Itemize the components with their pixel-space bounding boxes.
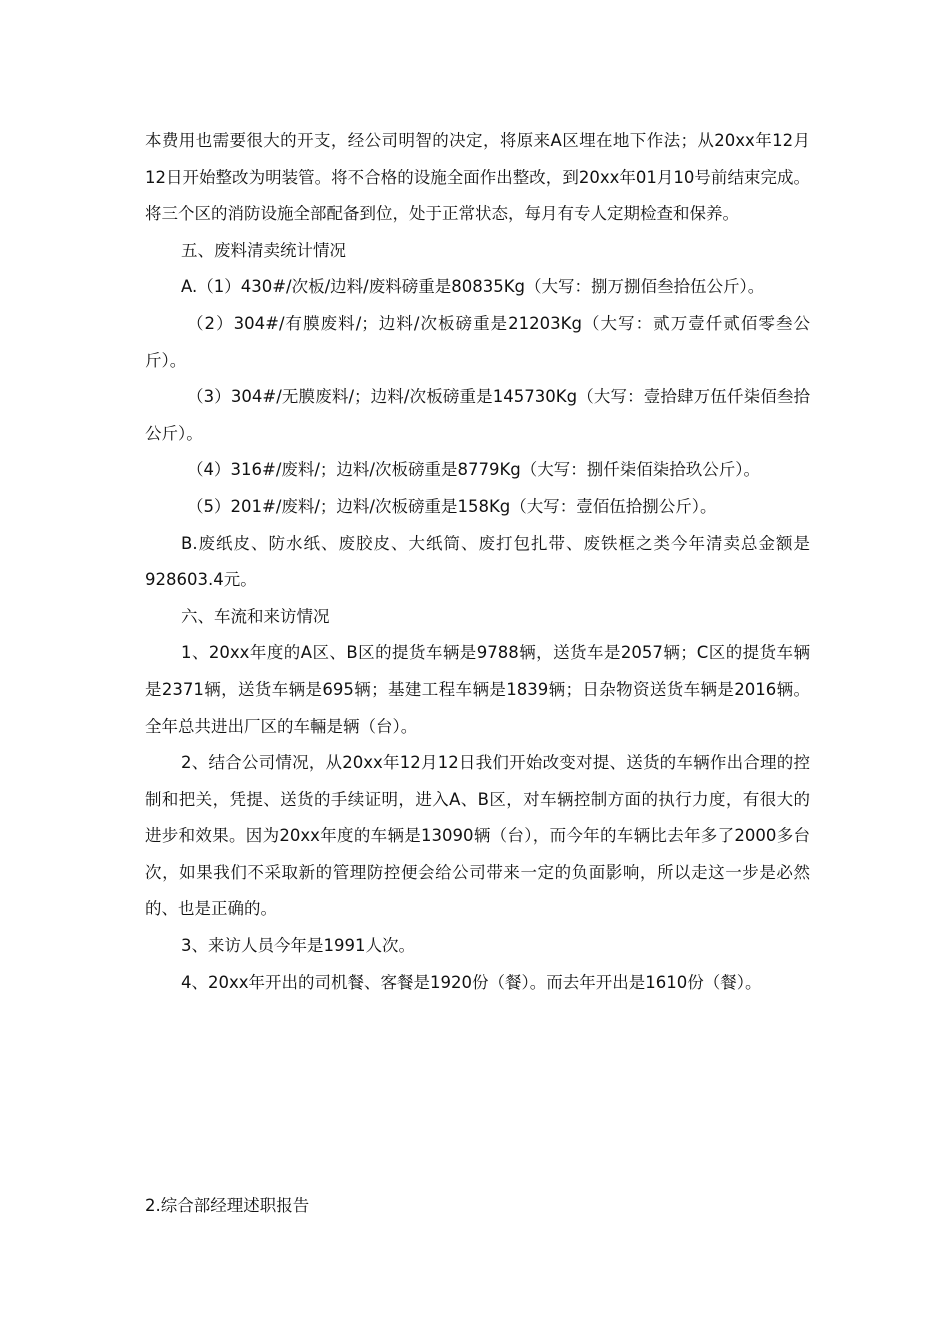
heading-waste-sales: 五、废料清卖统计情况	[181, 240, 346, 260]
paragraph-waste-b: B.废纸皮、防水纸、废胶皮、大纸筒、废打包扎带、废铁框之类今年清卖总金额是928603.4元。	[145, 533, 810, 590]
document-body	[145, 123, 810, 1001]
paragraph-traffic-4: 4、20xx年开出的司机餐、客餐是1920份（餐）。而去年开出是1610份（餐）。	[181, 972, 762, 992]
paragraph-traffic-3: 3、来访人员今年是1991人次。	[181, 936, 415, 956]
paragraph-waste-item-4: （4）316#/废料/；边料/次板磅重是8779Kg（大写：捌仟柒佰柒拾玖公斤）。	[187, 460, 761, 480]
paragraph-fire-facilities: 本费用也需要很大的开支，经公司明智的决定，将原来A区埋在地下作法；从20xx年12月12日开始整改为明装管。将不合格的设施全面作出整改，到20xx年01月10号前结束完成。将三个区的消防设施全部配备到位，处于正常状态，每月有专人定期检查和保养。	[145, 131, 810, 224]
paragraph-waste-item-2: （2）304#/有膜废料/；边料/次板磅重是21203Kg（大写：贰万壹仟贰佰零叁公斤）。	[145, 313, 810, 370]
paragraph-waste-item-3: （3）304#/无膜废料/；边料/次板磅重是145730Kg（大写：壹拾肆万伍仟柒佰叁拾公斤）。	[145, 387, 810, 443]
paragraph-waste-item-1: A.（1）430#/次板/边料/废料磅重是80835Kg（大写：捌万捌佰叁拾伍公斤）。	[181, 277, 765, 297]
paragraph-waste-item-5: （5）201#/废料/；边料/次板磅重是158Kg（大写：壹佰伍拾捌公斤）。	[187, 496, 717, 516]
heading-traffic-visits: 六、车流和来访情况	[181, 606, 330, 626]
paragraph-traffic-2: 2、结合公司情况，从20xx年12月12日我们开始改变对提、送货的车辆作出合理的控制和把关，凭提、送货的手续证明，进入A、B区，对车辆控制方面的执行力度，有很大的进步和效果。因为20xx年度的车辆是13090辆（台），而今年的车辆比去年多了2000多台次，如果我们不采取新的管理防控便会给公司带来一定的负面影响，所以走这一步是必然的、也是正确的。	[145, 753, 810, 919]
section-title: 2.综合部经理述职报告	[145, 1196, 310, 1215]
paragraph-traffic-1: 1、20xx年度的A区、B区的提货车辆是9788辆，送货车是2057辆；C区的提货车辆是2371辆，送货车辆是695辆；基建工程车辆是1839辆；日杂物资送货车辆是2016辆。全年总共进出厂区的车輛是辆（台）。	[145, 643, 810, 736]
